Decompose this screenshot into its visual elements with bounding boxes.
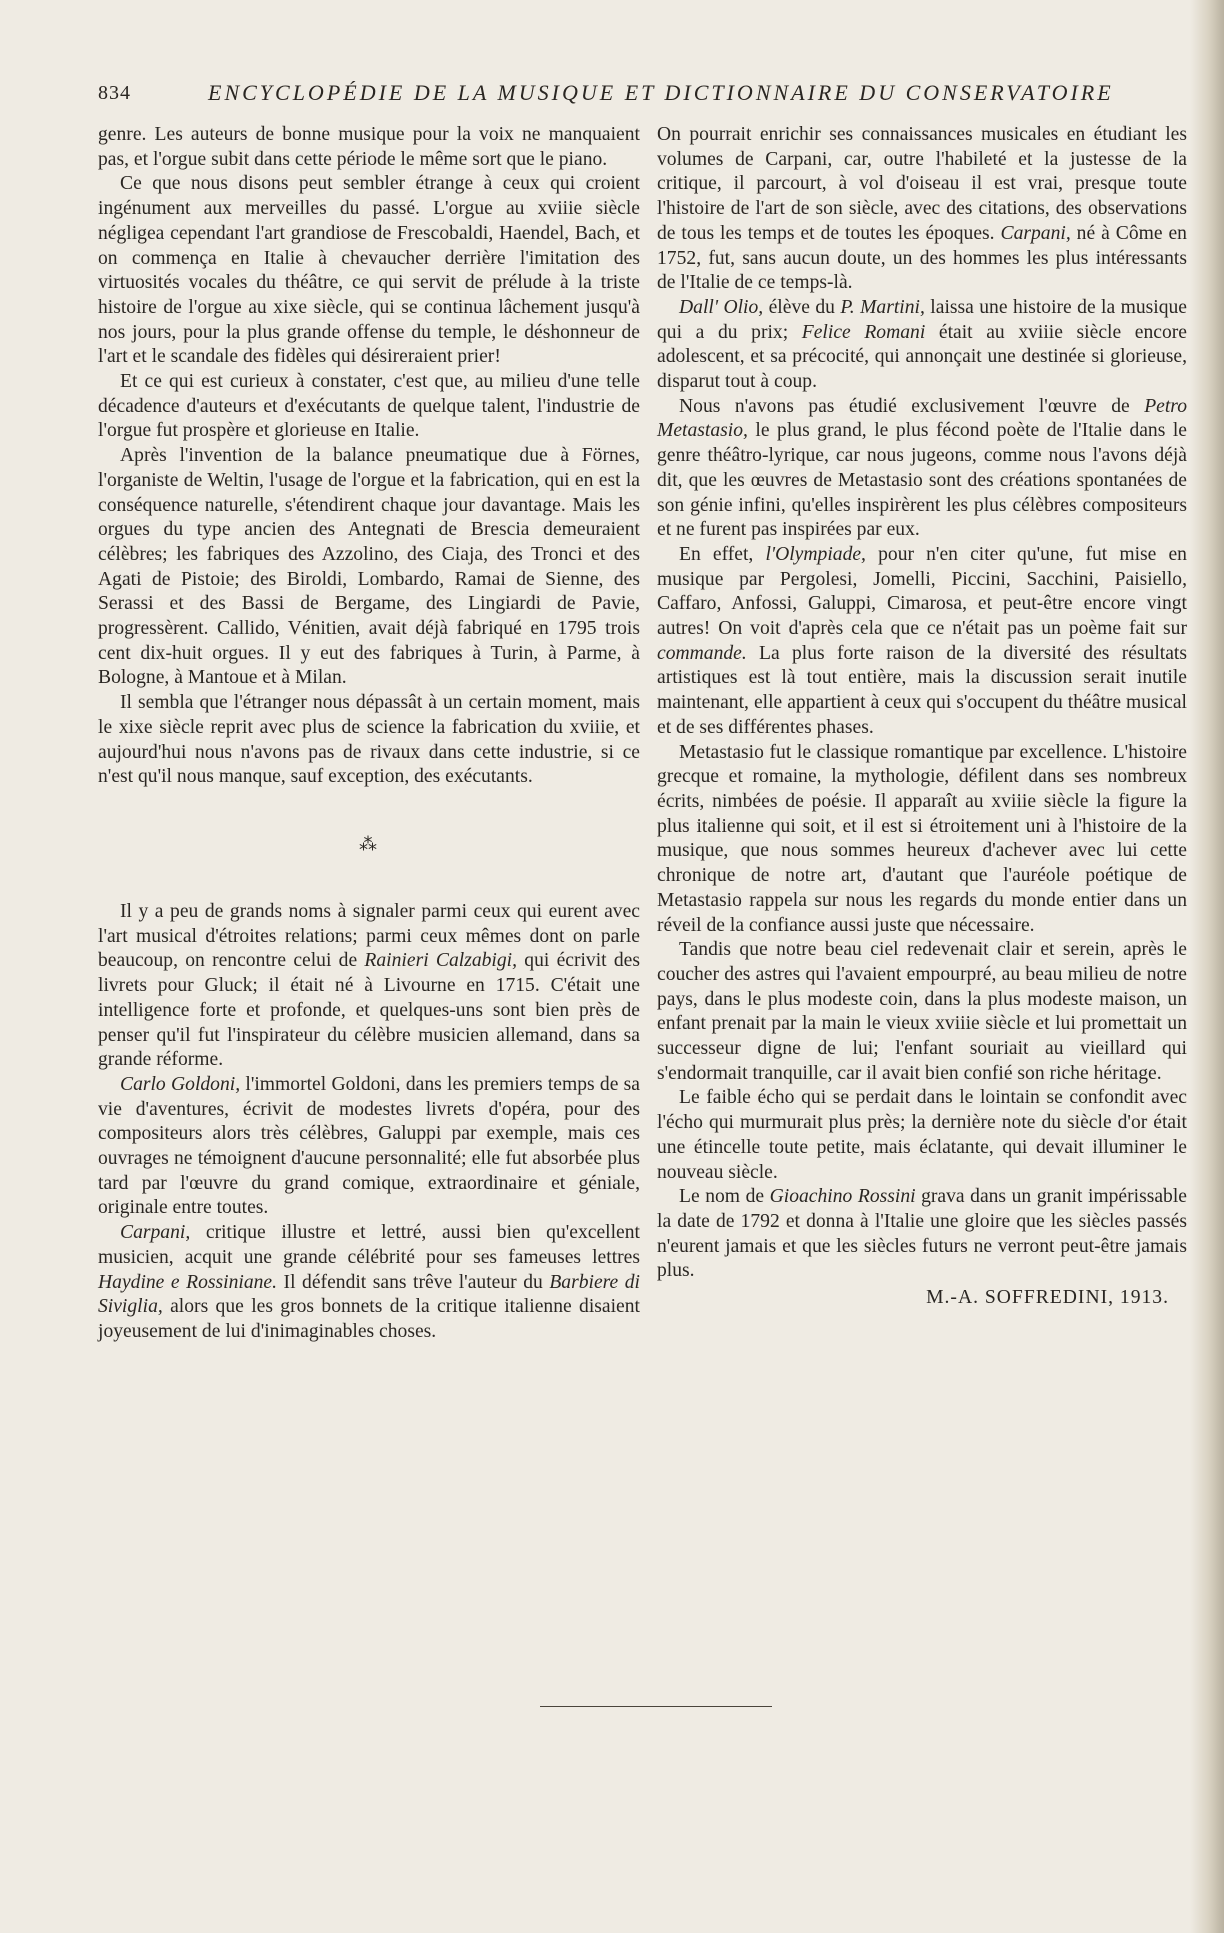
page-edge-shadow <box>1190 0 1224 1933</box>
paragraph: Le faible écho qui se perdait dans le lointain se confondit avec l'écho qui murmurait plus près; la dernière note du siècle d'or était une étincelle toute petite, mais éclatante, qui devait illuminer le nouveau siècle. <box>657 1087 1187 1183</box>
page-number: 834 <box>98 82 131 104</box>
paragraph: Après l'invention de la balance pneumatique due à Förnes, l'organiste de Weltin, l'usage de l'orgue et la fabrication, qui en est la conséquence naturelle, s'étendirent chaque jour davantage. Mais les orgues du type ancien des Antegnati de Brescia demeuraient célèbres; les fabriques des Azzolino, des Ciaja, des Tronci et des Agati de Pistoie; des Biroldi, Lombardo, Ramai de Sienne, des Serassi et des Bassi de Bergame, des Lingiardi de Pavie, progressèrent. Callido, Vénitien, avait déjà fabriqué en 1795 trois cent dix-huit orgues. Il y eut des fabriques à Turin, à Parme, à Bologne, à Mantoue et à Milan. <box>98 445 640 689</box>
paragraph <box>98 1073 640 1221</box>
end-rule <box>540 1706 772 1707</box>
work-title: Haydine e Rossiniane. <box>98 1271 278 1293</box>
section-break-asterism: ⁂ <box>359 833 379 854</box>
text-run: Nous n'avons pas étudié exclusivement l'œuvre de <box>679 395 1145 417</box>
text-run: On pourrait enrichir ses connaissances musicales en étudiant les volumes de Carpani, car, outre l'habileté et la justesse de la critique, il parcourt, à vol d'oiseau il est vrai, presque toute l'histoire de l'art de son siècle, avec des citations, des observations de tous les temps et de toutes les époques. <box>657 124 1187 244</box>
text-run: La plus forte raison de la diversité des résultats artistiques est là tout entière, mais la discussion serait inutile maintenant, elle appartient à ceux qui s'occupent du théâtre musical et de ses différentes phases. <box>657 642 1187 738</box>
paragraph <box>657 296 1187 395</box>
text-run: l'immortel Goldoni, dans les premiers temps de sa vie d'aventures, écrivit de modestes livrets d'opéra, pour des compositeurs alors très célèbres, Galuppi par exemple, mais ces ouvrages ne témoignent d'aucune personnalité; elle fut absorbée plus tard par l'œuvre du grand comique, extraordinaire et géniale, originale entre toutes. <box>98 1073 640 1219</box>
text-run: né à Côme en 1752, fut, sans aucun doute, un des hommes les plus intéressants de l'Italie de ce temps-là. <box>657 222 1187 294</box>
emphasis: commande. <box>657 642 747 664</box>
paragraph <box>657 543 1187 741</box>
text-run: Le nom de <box>679 1186 770 1208</box>
text-run: Il y a peu de grands noms à signaler parmi ceux qui eurent avec l'art musical d'étroites relations; parmi ceux mêmes dont on parle beaucoup, on rencontre celui de <box>98 900 640 972</box>
left-column <box>98 123 640 1345</box>
paragraph <box>657 1185 1187 1284</box>
paragraph <box>657 123 1187 296</box>
text-run: qui écrivit des livrets pour Gluck; il était né à Livourne en 1715. C'était une intelligence forte et profonde, et quelques-uns sont bien près de penser qu'il fut l'inspirateur du célèbre musicien allemand, dans sa grande réforme. <box>98 950 640 1071</box>
author-signature: M.-A. SOFFREDINI, 1913. <box>926 1287 1169 1309</box>
text-run: grava dans un granit impérissable la date de 1792 et donna à l'Italie une gloire que les siècles passés n'eurent jamais et que les siècles futurs ne verront peut-être jamais plus. <box>657 1186 1187 1282</box>
right-column <box>657 123 1187 1311</box>
paragraph <box>98 900 640 1073</box>
person-name: Petro Metastasio, <box>657 395 1187 442</box>
running-title: ENCYCLOPÉDIE DE LA MUSIQUE ET DICTIONNAIRE DU CONSERVATOIRE <box>208 80 1114 105</box>
person-name: Carpani, <box>1000 222 1071 244</box>
work-title: Barbiere di Siviglia, <box>98 1271 641 1318</box>
page-header <box>98 80 1114 110</box>
text-run: critique illustre et lettré, aussi bien qu'excellent musicien, acquit une grande célébrité pour ses fameuses lettres <box>98 1222 640 1268</box>
paragraph: Et ce qui est curieux à constater, c'est que, au milieu d'une telle décadence d'auteurs et d'exécutants de quelque talent, l'industrie de l'orgue fut prospère et glorieuse en Italie. <box>98 371 640 442</box>
person-name: Carpani, <box>120 1222 191 1244</box>
person-name: Carlo Goldoni, <box>120 1073 241 1095</box>
text-run: Il défendit sans trêve l'auteur du <box>277 1271 550 1293</box>
person-name: Rainieri Calzabigi, <box>364 950 518 972</box>
paragraph: Metastasio fut le classique romantique par excellence. L'histoire grecque et romaine, la mythologie, défilent dans ses nombreux écrits, nimbées de poésie. Il apparaît au xviiie siècle la figure la plus italienne qui soit, et il est si étroitement uni à l'histoire de la musique, que nous sommes heureux d'achever avec lui cette chronique de notre art, d'autant que l'auréole poétique de Metastasio rappela sur nous les regards du monde entier dans un réveil de la confiance aussi juste que nécessaire. <box>657 741 1187 936</box>
text-run: En effet, <box>679 543 766 565</box>
paragraph <box>98 1221 640 1345</box>
person-name: Dall' Olio, <box>679 296 764 318</box>
paragraph: genre. Les auteurs de bonne musique pour la voix ne manquaient pas, et l'orgue subit dans cette période le même sort que le piano. <box>98 124 640 170</box>
text-run: laissa une histoire de la musique qui a du prix; <box>657 296 1188 343</box>
text-run: alors que les gros bonnets de la critique italienne disaient joyeusement de lui d'inimaginables choses. <box>98 1296 640 1342</box>
text-run: pour n'en citer qu'une, fut mise en musique par Pergolesi, Jomelli, Piccini, Sacchini, Paisiello, Caffaro, Anfossi, Galuppi, Cimarosa, et peut-être encore vingt autres! On voit d'après cela que ce n'était pas un poème fait sur <box>657 543 1187 640</box>
person-name: Felice Romani <box>801 321 926 343</box>
text-run: élève du <box>763 296 841 318</box>
paragraph: Il sembla que l'étranger nous dépassât à un certain moment, mais le xixe siècle reprit avec plus de science la fabrication du xviiie, et aujourd'hui nous n'avons pas de rivaux dans cette industrie, si ce n'est qu'il nous manque, sauf exception, des exécutants. <box>98 692 640 788</box>
work-title: l'Olympiade, <box>765 543 866 565</box>
paragraph: Ce que nous disons peut sembler étrange à ceux qui croient ingénument aux merveilles du passé. L'orgue au xviiie siècle négligea cependant l'art grandiose de Frescobaldi, Haendel, Bach, et on commença en Italie à chevaucher derrière l'imitation des virtuosités vocales du théâtre, ce qui servit de prélude à la triste histoire de l'orgue au xixe siècle, qui se continua lâchement jusqu'à nos jours, pour la plus grande offense du temple, le déshonneur de l'art et le scandale des fidèles qui désireraient prier! <box>98 173 640 368</box>
person-name: Gioachino Rossini <box>769 1186 916 1208</box>
person-name: P. Martini, <box>840 296 925 318</box>
text-run: le plus grand, le plus fécond poète de l'Italie dans le genre théâtro-lyrique, car nous jugeons, comme nous l'avons déjà dit, que les œuvres de Metastasio sont des créations spontanées de son génie infini, qu'elles inspirèrent les plus célèbres compositeurs et ne furent pas inspirées par eux. <box>657 420 1187 541</box>
paragraph: Tandis que notre beau ciel redevenait clair et serein, après le coucher des astres qui l'avaient empourpré, au beau milieu de notre pays, dans le plus modeste coin, dans la plus modeste maison, un enfant prenait par la main le vieux xviiie siècle et lui promettait un successeur digne de lui; l'enfant souriait au vieillard qui s'endormait tranquille, car il avait bien confié son riche héritage. <box>657 939 1187 1084</box>
text-run: était au xviiie siècle encore adolescent, et sa précocité, qui annonçait une destinée si glorieuse, disparut tout à coup. <box>657 321 1187 393</box>
paragraph <box>657 395 1187 543</box>
